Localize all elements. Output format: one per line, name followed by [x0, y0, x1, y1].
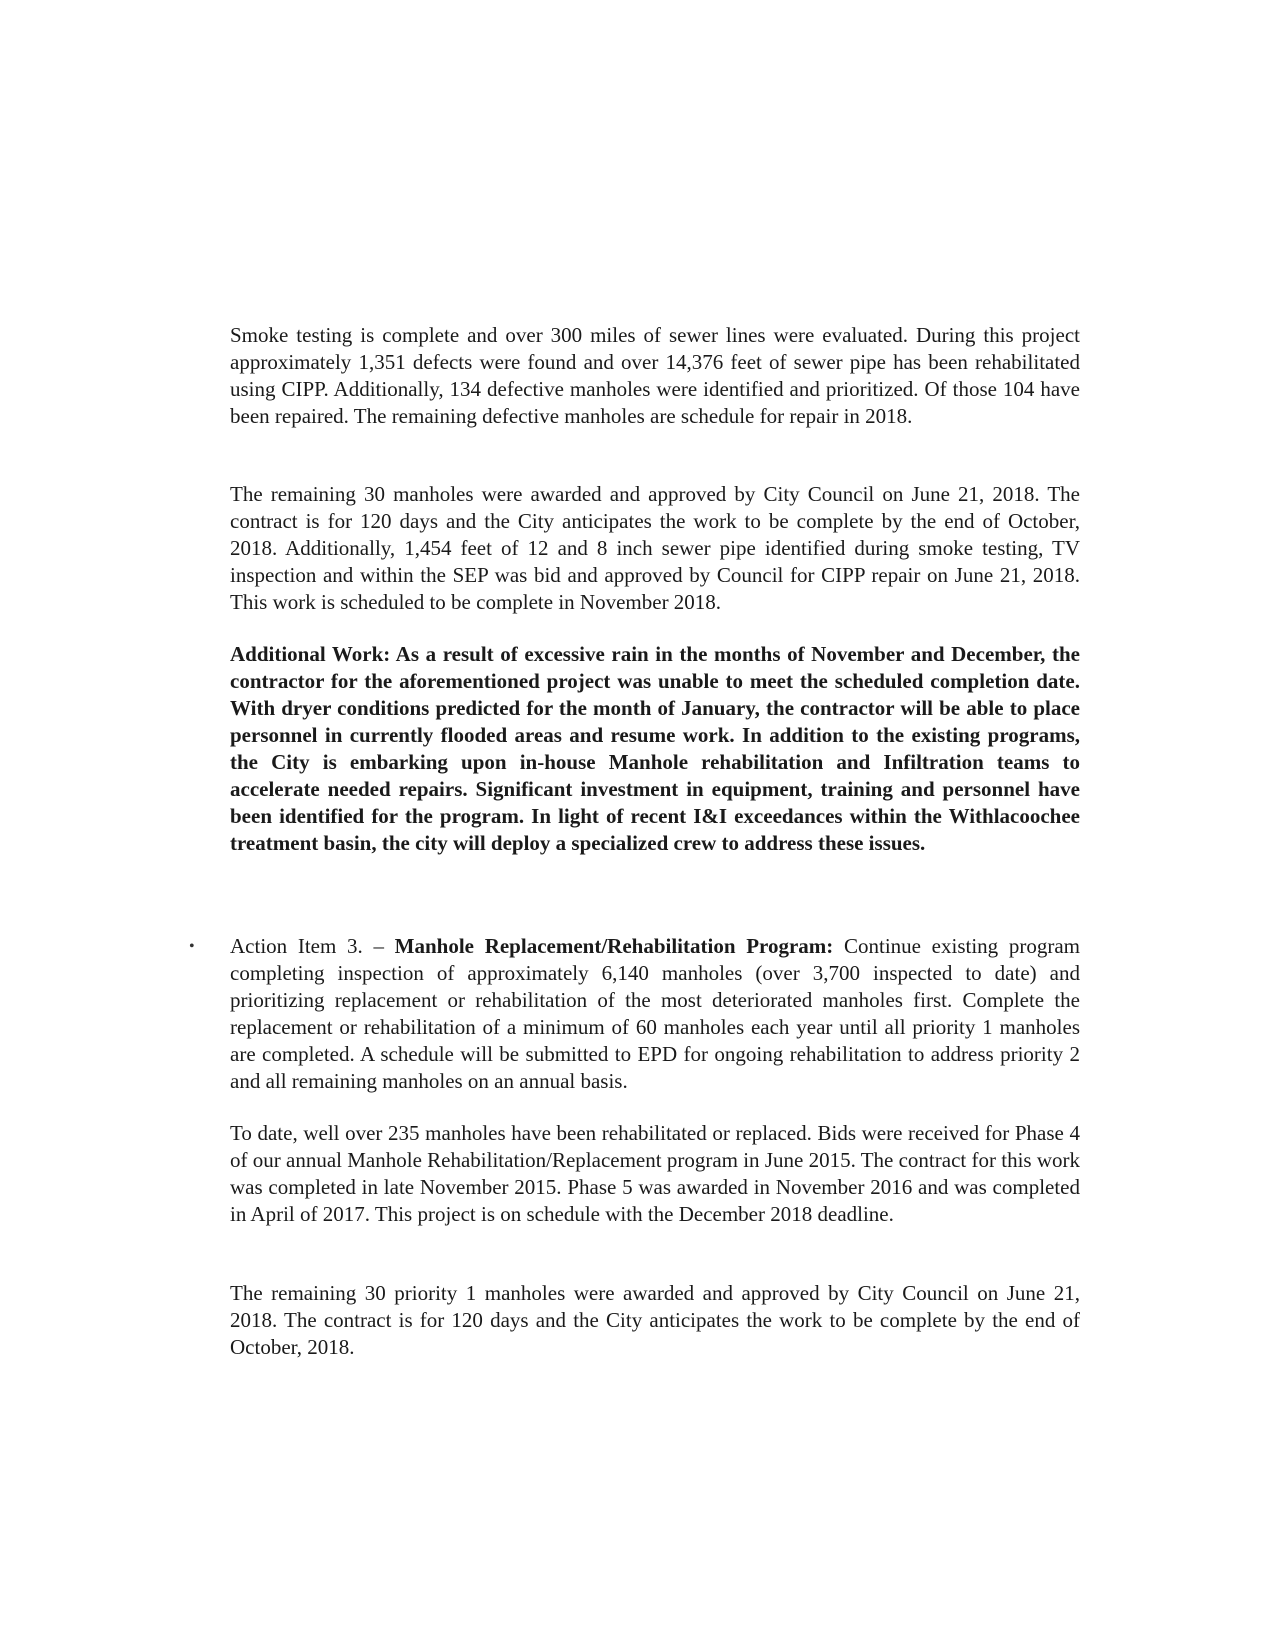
smoke-testing-paragraph: Smoke testing is complete and over 300 miles of sewer lines were evaluated. During this project approximately 1,351 defects were found and over 14,376 feet of sewer pipe has been rehabilitated using CIPP. Additionally, 134 defective manholes were identified and prioritized. Of those 104 have been repaired. The remaining defective manholes are schedule for repair in 2018. [230, 323, 1080, 428]
action-item-lead: Action Item 3. – [230, 934, 395, 958]
remaining-priority-paragraph: The remaining 30 priority 1 manholes were awarded and approved by City Council on June 21, 2018. The contract is for 120 days and the City anticipates the work to be complete by the end of October, 2018. [230, 1281, 1080, 1359]
action-item-3-paragraph [230, 933, 1080, 1095]
list-bullet: • [189, 938, 195, 955]
action-item-title: Manhole Replacement/Rehabilitation Program: [394, 934, 834, 958]
additional-work-paragraph: Additional Work: As a result of excessive rain in the months of November and December, the contractor for the aforementioned project was unable to meet the scheduled completion date. With dryer conditions predicted for the month of January, the contractor will be able to place personnel in currently flooded areas and resume work. In addition to the existing programs, the City is embarking upon in-house Manhole rehabilitation and Infiltration teams to accelerate needed repairs. Significant investment in equipment, training and personnel have been identified for the program. In light of recent I&I exceedances within the Withlacoochee treatment basin, the city will deploy a specialized crew to address these issues. [230, 642, 1080, 855]
to-date-paragraph: To date, well over 235 manholes have been rehabilitated or replaced. Bids were received for Phase 4 of our annual Manhole Rehabilitation/Replacement program in June 2015. The contract for this work was completed in late November 2015. Phase 5 was awarded in November 2016 and was completed in April of 2017. This project is on schedule with the December 2018 deadline. [230, 1121, 1080, 1226]
remaining-manholes-paragraph: The remaining 30 manholes were awarded and approved by City Council on June 21, 2018. The contract is for 120 days and the City anticipates the work to be complete by the end of October, 2018. Additionally, 1,454 feet of 12 and 8 inch sewer pipe identified during smoke testing, TV inspection and within the SEP was bid and approved by Council for CIPP repair on June 21, 2018. This work is scheduled to be complete in November 2018. [230, 482, 1080, 614]
action-item-body: Continue existing program completing inspection of approximately 6,140 manholes (over 3,700 inspected to date) and prioritizing replacement or rehabilitation of the most deteriorated manholes first. Complete the replacement or rehabilitation of a minimum of 60 manholes each year until all priority 1 manholes are completed. A schedule will be submitted to EPD for ongoing rehabilitation to address priority 2 and all remaining manholes on an annual basis. [230, 934, 1080, 1093]
